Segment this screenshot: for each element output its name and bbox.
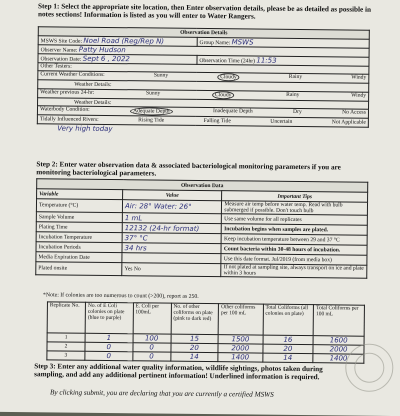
tidal-handwritten-note: Very high today (57, 124, 113, 134)
rep-cell[interactable]: 15 (171, 334, 219, 343)
variable-incubation-temp: Incubation Temperature (36, 232, 122, 243)
rep-header-other-colonies: No. of other coliforms on plate (pink to dark red) (171, 303, 219, 334)
rep-cell[interactable]: 14 (262, 353, 313, 363)
step1-instructions: Step 1: Select the appropriate site location, then Enter observation details, please be as detailed as possible in notes sections! Information is listed as you will enter to Water Rangers. (37, 2, 372, 21)
rep-cell[interactable]: 0 (85, 342, 133, 351)
step3-instructions: Step 3: Enter any additional water quality information, wildlife sightings, photos taken during sampling, and add any additional pertinent information! Underlined information is required. (34, 362, 323, 382)
value-temperature[interactable]: Air: 28° Water: 26° (122, 200, 221, 214)
waterbody-label: Waterbody Condition: (39, 106, 90, 114)
waterbody-option-adequate-selected[interactable]: Adequate Depth (130, 108, 173, 116)
rep-cell[interactable]: 2000 (218, 344, 262, 353)
tidal-label: Tidally Influenced Rivers: (39, 116, 99, 124)
value-incubation-temp[interactable]: 37° °C (122, 233, 221, 244)
previous-weather-label: Weather previous 24-hr: (40, 89, 95, 96)
observer-name-value[interactable]: Patty Hudson (78, 45, 126, 54)
certification-footer: By clicking submit, you are declaring that you are currently a certified MSWS (49, 388, 274, 399)
table-row (47, 351, 364, 363)
rep-cell[interactable]: 1500 (218, 335, 262, 344)
step2-instructions: Step 2: Enter water observation data & associated bacteriological monitoring parameters if you are monitoring bacteriological parameters. (36, 160, 341, 178)
table-row (36, 262, 367, 278)
rep-header-total-per-100: Total Coliforms per 100 mL (313, 305, 364, 337)
tidal-option-rising[interactable]: Rising Tide (138, 117, 165, 124)
rep-cell[interactable]: 20 (262, 344, 313, 354)
tip-sample-volume: Use same volume for all replicates (222, 214, 368, 226)
waterbody-option-dry[interactable]: Dry (293, 109, 302, 116)
rep-cell[interactable]: 1 (85, 333, 133, 342)
rep-cell: 3 (47, 351, 85, 360)
rep-cell[interactable]: 1400 (313, 354, 364, 364)
prev-option-rainy[interactable]: Rainy (286, 91, 300, 98)
rep-header-ecoli-per-100: E. Coli per 100mL (133, 303, 171, 334)
rep-cell: 1 (47, 333, 85, 342)
prev-option-sunny[interactable]: Sunny (146, 90, 161, 97)
rep-header-total-colonies: Total Coliforms (all colonies on plate) (263, 304, 314, 336)
group-name-value[interactable]: MSWS (231, 37, 254, 47)
value-incubation-periods[interactable]: 34 hrs (122, 243, 221, 254)
variable-plating-time: Plating Time (36, 222, 122, 233)
replicate-table (46, 301, 365, 363)
tip-temperature: Measure air temp before water temp. Read with bulb submerged if possible. Don't touch bulb (222, 201, 368, 216)
rep-cell[interactable]: 100 (133, 334, 171, 343)
tntc-note: *Note: If colonies are too numerous to count (>200), report as 250. (43, 292, 199, 300)
other-testers-label: Other Testers: (38, 62, 369, 74)
current-weather-label: Current Weather Conditions: (40, 71, 105, 79)
tidal-option-falling[interactable]: Falling Tide (203, 118, 231, 125)
tip-media-expiration: Use this date format. Jul/2019 (from media box) (221, 254, 367, 266)
rep-cell[interactable]: 20 (171, 343, 219, 352)
tidal-option-uncertain[interactable]: Uncertain (270, 118, 293, 126)
observation-details-table (37, 26, 370, 135)
waterbody-option-inadequate[interactable]: Inadequate Depth (213, 108, 253, 115)
variable-plated-onsite: Plated onsite (36, 262, 122, 276)
rep-cell[interactable]: 14 (170, 352, 218, 361)
col-value: Value (123, 190, 222, 201)
rep-cell[interactable]: 0 (85, 351, 133, 360)
tidal-option-na[interactable]: Not Applicable (331, 119, 366, 126)
observation-time-value[interactable]: 11:53 (256, 56, 277, 65)
value-plated-onsite[interactable]: Yes No (122, 263, 221, 277)
rep-cell[interactable]: 1400 (218, 353, 262, 362)
weather-option-windy[interactable]: Windy (351, 74, 367, 81)
rep-header-other-per-100: Other coliforms per 100 mL (218, 304, 263, 335)
prev-option-windy[interactable]: Windy (351, 92, 367, 99)
observation-header: Observation Details (38, 27, 369, 39)
rep-cell[interactable]: 1600 (313, 336, 364, 346)
site-code-label: MSWS Site Code: (40, 37, 83, 45)
observation-data-table (35, 178, 368, 278)
value-sample-volume[interactable]: 1 mL (122, 213, 221, 224)
weather-option-sunny[interactable]: Sunny (153, 72, 169, 79)
tip-plating-time: Incubation begins when samples are plated. (222, 224, 368, 236)
waterbody-option-no-access[interactable]: No Access (342, 109, 366, 117)
rep-cell[interactable]: 0 (132, 352, 170, 361)
rep-cell: 2 (47, 342, 85, 351)
variable-sample-volume: Sample Volume (36, 212, 122, 223)
site-code-value[interactable]: Noel Road (Reg/Rep N) (83, 36, 165, 46)
stamp-seal (345, 343, 394, 392)
rep-cell[interactable]: 16 (263, 335, 314, 345)
rep-cell[interactable]: 2000 (313, 345, 364, 355)
col-variable: Variable (37, 189, 123, 200)
previous-weather-details-label: Weather Details: (38, 98, 369, 110)
variable-temperature: Temperature (°C) (36, 199, 122, 213)
observation-time-label: Observation Time (24hr) (199, 57, 256, 65)
weather-option-rainy[interactable]: Rainy (288, 74, 303, 81)
col-tips: Important Tips (222, 191, 368, 203)
data-table-header: Observation Data (37, 179, 368, 192)
group-name-label: Group Name: (199, 39, 231, 46)
observation-date-label: Observation Date: (40, 55, 82, 63)
variable-incubation-periods: Incubation Periods (36, 242, 122, 253)
weather-option-cloudy-selected[interactable]: Cloudy (217, 73, 240, 81)
current-weather-details-label: Weather Details: (38, 80, 369, 92)
rep-header-ecoli-colonies: No. of E Coli colonies on plate (blue to purple) (85, 302, 133, 333)
rep-header-replicate: Replicate No. (47, 302, 85, 333)
tip-plated-onsite: If not plated at sampling site, always transport on ice and plate within 3 hours (221, 264, 367, 279)
rep-cell[interactable]: 0 (133, 343, 171, 352)
prev-option-cloudy-selected[interactable]: Cloudy (212, 91, 235, 99)
variable-media-expiration: Media Expiration Date (36, 252, 122, 263)
observation-date-value[interactable]: Sept 6 , 2022 (82, 54, 130, 63)
tip-incubation-temp: Keep incubation temperature between 29 and 37 °C (221, 234, 367, 246)
value-plating-time[interactable]: 12132 (24-hr format) (122, 223, 221, 234)
observer-name-label: Observer Name: (40, 46, 78, 54)
tip-incubation-periods: Count bacteria within 30-48 hours of incubation. (221, 244, 367, 256)
